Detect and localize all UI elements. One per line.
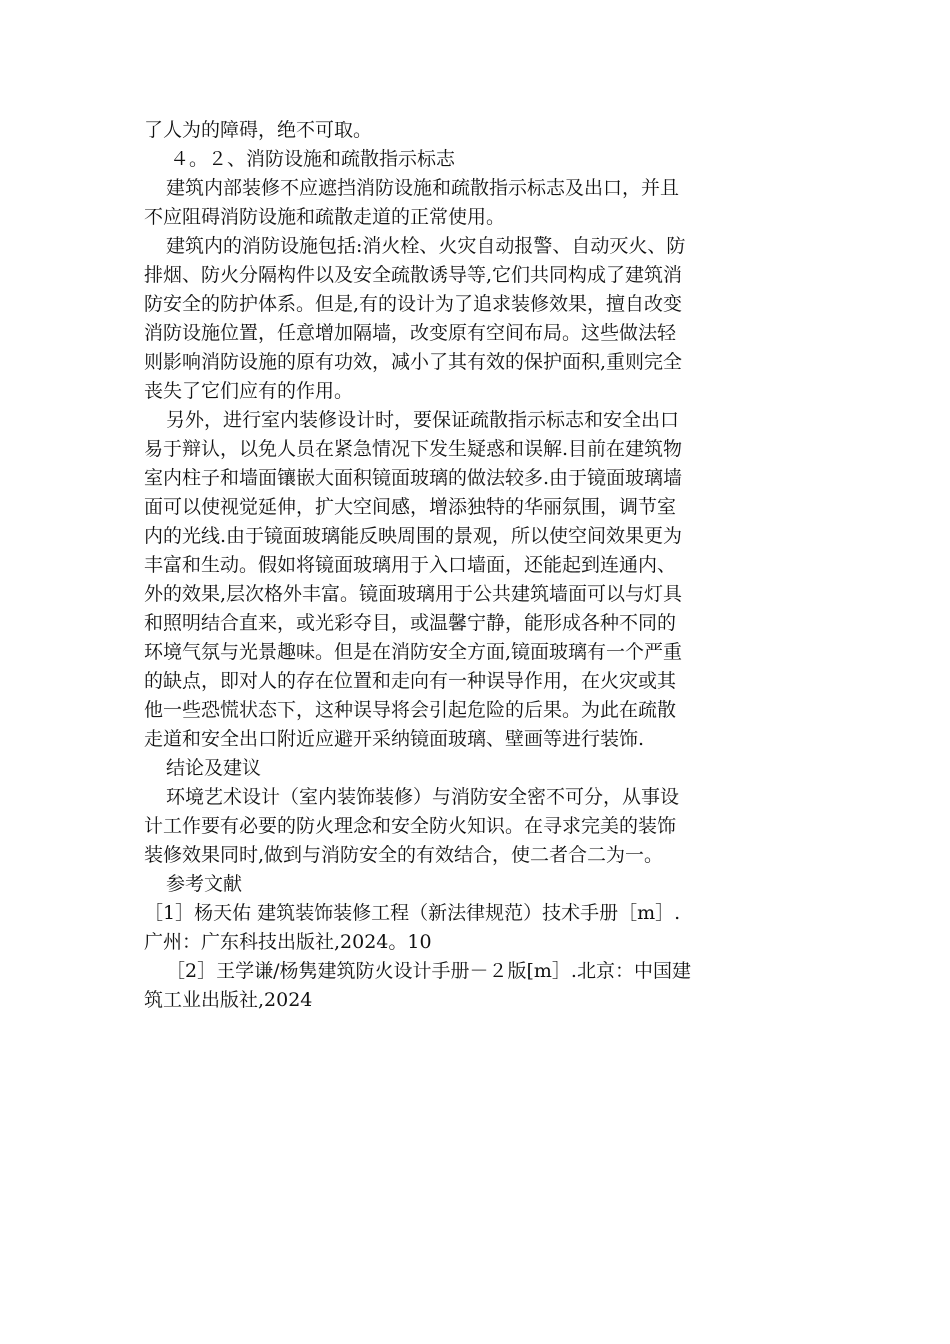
text-line: 外的效果,层次格外丰富。镜面玻璃用于公共建筑墙面可以与灯具 bbox=[144, 583, 683, 605]
text-line: 室内柱子和墙面镶嵌大面积镜面玻璃的做法较多.由于镜面玻璃墙 bbox=[144, 467, 683, 489]
section-heading: ４。２、消防设施和疏散指示标志 bbox=[170, 148, 456, 170]
reference-line: ［2］王学谦/杨隽建筑防火设计手册－２版[m］.北京：中国建 bbox=[166, 960, 691, 982]
text-line: 环境艺术设计（室内装饰装修）与消防安全密不可分，从事设 bbox=[166, 786, 680, 808]
text-line: 装修效果同时,做到与消防安全的有效结合，使二者合二为一。 bbox=[144, 844, 664, 866]
reference-line: 筑工业出版社,2024 bbox=[144, 989, 313, 1011]
text-line: 不应阻碍消防设施和疏散走道的正常使用。 bbox=[144, 206, 506, 228]
text-line: 防安全的防护体系。但是,有的设计为了追求装修效果，擅自改变 bbox=[144, 293, 683, 315]
text-line: 排烟、防火分隔构件以及安全疏散诱导等,它们共同构成了建筑消 bbox=[144, 264, 683, 286]
text-line: 他一些恐慌状态下，这种误导将会引起危险的后果。为此在疏散 bbox=[144, 699, 677, 721]
section-heading: 参考文献 bbox=[166, 873, 243, 895]
text-line: 的缺点，即对人的存在位置和走向有一种误导作用，在火灾或其 bbox=[144, 670, 677, 692]
reference-line: 广州：广东科技出版社,2024。10 bbox=[144, 931, 432, 953]
text-line: 计工作要有必要的防火理念和安全防火知识。在寻求完美的装饰 bbox=[144, 815, 677, 837]
text-line: 消防设施位置，任意增加隔墙，改变原有空间布局。这些做法轻 bbox=[144, 322, 677, 344]
text-line: 环境气氛与光景趣味。但是在消防安全方面,镜面玻璃有一个严重 bbox=[144, 641, 683, 663]
text-line: 另外，进行室内装修设计时，要保证疏散指示标志和安全出口 bbox=[166, 409, 680, 431]
text-line: 建筑内部装修不应遮挡消防设施和疏散指示标志及出口，并且 bbox=[166, 177, 680, 199]
text-line: 面可以使视觉延伸，扩大空间感，增添独特的华丽氛围，调节室 bbox=[144, 496, 677, 518]
text-line: 和照明结合直来，或光彩夺目，或温馨宁静，能形成各种不同的 bbox=[144, 612, 677, 634]
reference-line: ［1］杨天佑 建筑装饰装修工程（新法律规范）技术手册［m］. bbox=[144, 902, 681, 924]
text-line: 了人为的障碍，绝不可取。 bbox=[144, 119, 373, 141]
text-line: 则影响消防设施的原有功效，减小了其有效的保护面积,重则完全 bbox=[144, 351, 683, 373]
text-line: 建筑内的消防设施包括:消火栓、火灾自动报警、自动灭火、防 bbox=[166, 235, 686, 257]
text-line: 丰富和生动。假如将镜面玻璃用于入口墙面，还能起到连通内、 bbox=[144, 554, 677, 576]
text-line: 走道和安全出口附近应避开采纳镜面玻璃、壁画等进行装饰. bbox=[144, 728, 645, 750]
text-line: 内的光线.由于镜面玻璃能反映周围的景观，所以使空间效果更为 bbox=[144, 525, 683, 547]
text-line: 丧失了它们应有的作用。 bbox=[144, 380, 354, 402]
text-line: 易于辩认，以免人员在紧急情况下发生疑惑和误解.目前在建筑物 bbox=[144, 438, 683, 460]
section-heading: 结论及建议 bbox=[166, 757, 262, 779]
